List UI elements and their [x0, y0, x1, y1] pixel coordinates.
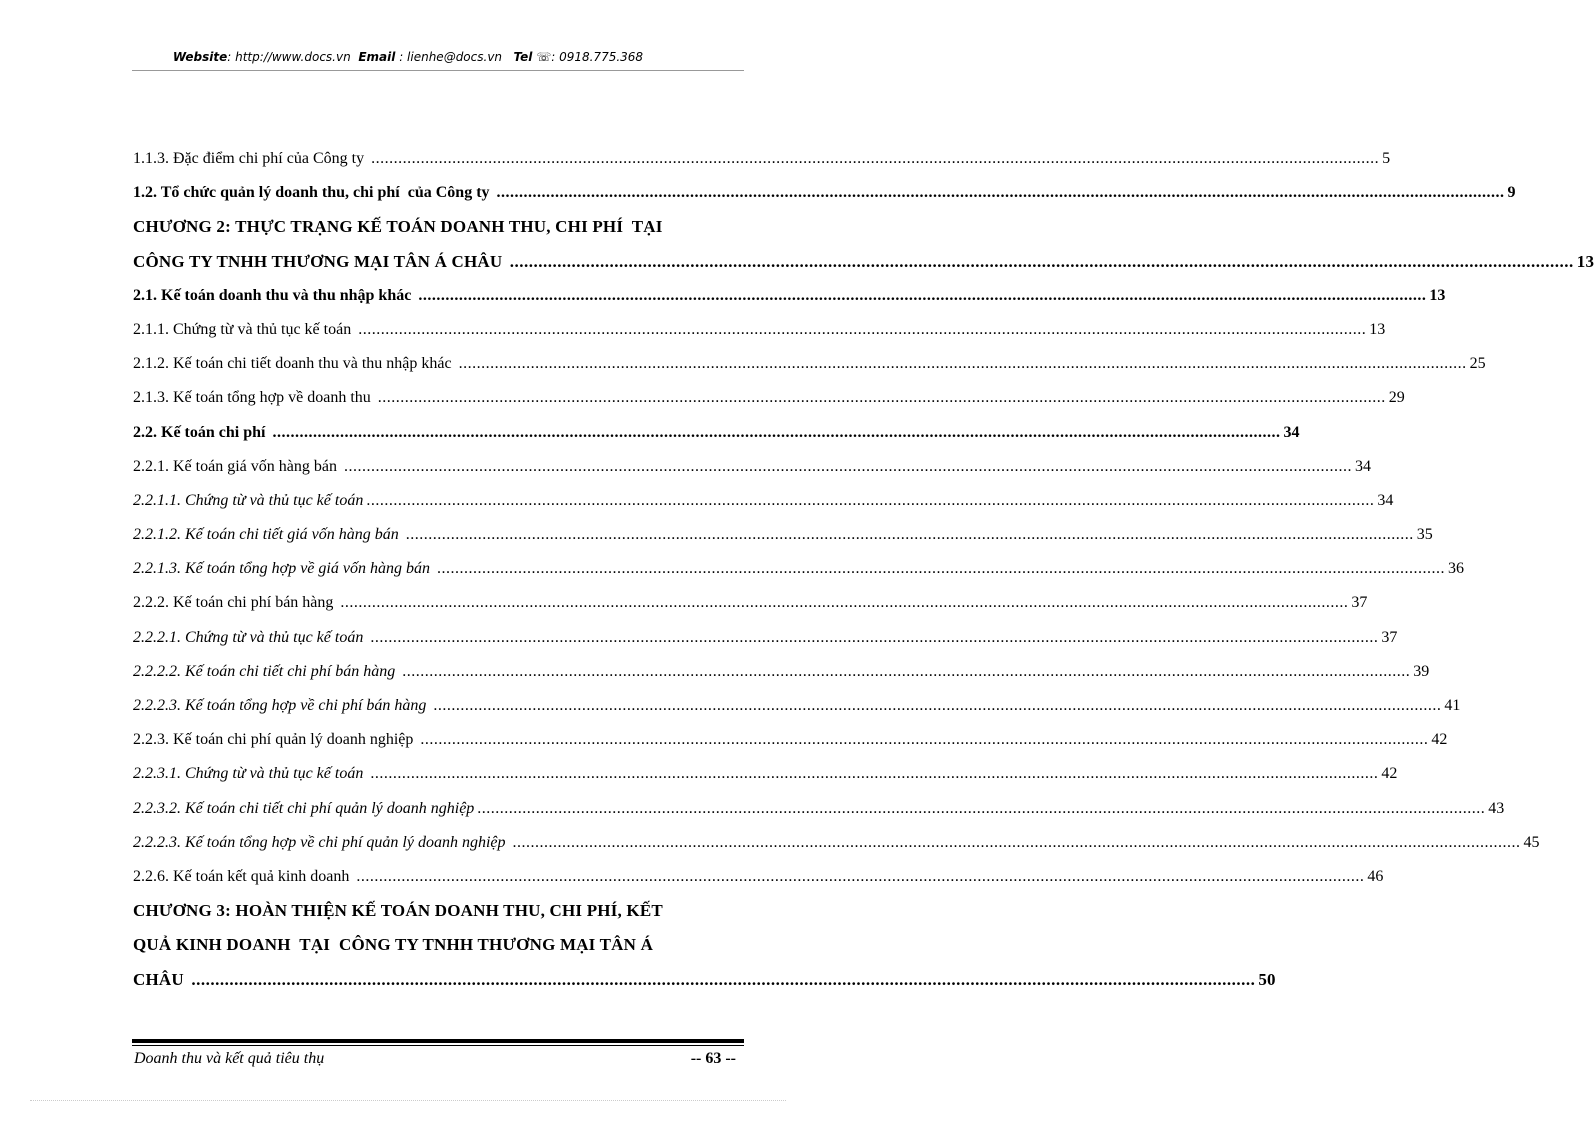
dot-leader: ................................................................................................................................................................................................................................: [433, 697, 1442, 714]
page-number: 35: [1416, 526, 1433, 544]
toc-entry: 2.2.2. Kế toán chi phí bán hàng ................................................................................................................................................................................................................................ 37: [133, 586, 695, 620]
dot-leader: ................................................................................................................................................................................................................................: [358, 320, 1367, 338]
toc-entry: 2.2.2.3. Kế toán tổng hợp về chi phí bán hàng ................................................................................................................................................................................................................................ 41: [133, 689, 695, 723]
toc-entry: 2.1. Kế toán doanh thu và thu nhập khác ................................................................................................................................................................................................................................ 13: [133, 279, 695, 313]
page-number: 34: [1283, 423, 1300, 441]
page-number: 37: [1381, 628, 1398, 646]
footer-title: Doanh thu và kết quả tiêu thụ: [134, 1050, 325, 1067]
page-number: 42: [1431, 731, 1448, 749]
website-label: Website: [172, 50, 228, 64]
dot-leader: ................................................................................................................................................................................................................................: [418, 286, 1427, 304]
toc-entry: 2.2.1.1. Chứng từ và thủ tục kế toán ................................................................................................................................................................................................................................ 34: [133, 484, 695, 518]
page-number: 5: [1382, 150, 1391, 167]
toc-entry: 2.2.1. Kế toán giá vốn hàng bán ................................................................................................................................................................................................................................ 34: [133, 450, 695, 484]
dot-leader: ................................................................................................................................................................................................................................: [496, 184, 1505, 202]
page-number: 45: [1523, 833, 1540, 851]
page-number: 29: [1388, 389, 1405, 407]
page-number: 9: [1507, 184, 1516, 202]
page-number: 25: [1469, 355, 1486, 373]
page-bottom-border: [30, 1100, 786, 1101]
dot-leader: ................................................................................................................................................................................................................................: [371, 150, 1380, 167]
dot-leader: ................................................................................................................................................................................................................................: [405, 526, 1414, 544]
toc-entry: 2.2.2.1. Chứng từ và thủ tục kế toán ................................................................................................................................................................................................................................ 37: [133, 621, 695, 655]
header-divider: [132, 70, 744, 71]
toc-entry: 2.2. Kế toán chi phí ................................................................................................................................................................................................................................ 34: [133, 416, 695, 450]
toc-chapter-heading: CHÂU ................................................................................................................................................................................................................................ 50: [133, 963, 695, 997]
dot-leader: ................................................................................................................................................................................................................................: [377, 389, 1386, 407]
toc-entry: 2.1.3. Kế toán tổng hợp về doanh thu ................................................................................................................................................................................................................................ 29: [133, 381, 695, 415]
tel-number: : 0918.775.368: [551, 50, 644, 64]
toc-entry: 2.2.1.3. Kế toán tổng hợp về giá vốn hàng bán ................................................................................................................................................................................................................................ 36: [133, 552, 695, 586]
dot-leader: ................................................................................................................................................................................................................................: [356, 867, 1365, 885]
dot-leader: ................................................................................................................................................................................................................................: [420, 731, 1429, 749]
page-number: 41: [1444, 697, 1461, 714]
dot-leader: ................................................................................................................................................................................................................................: [191, 969, 1256, 989]
page-number: 39: [1413, 662, 1430, 680]
email-label: Email: [358, 50, 396, 64]
toc-chapter-heading: CÔNG TY TNHH THƯƠNG MẠI TÂN Á CHÂU ................................................................................................................................................................................................................................ 13: [133, 245, 695, 279]
page-number: 34: [1377, 491, 1394, 509]
footer-divider-thick: [132, 1039, 744, 1043]
phone-icon: ☏: [536, 50, 552, 64]
footer-page-number: -- 63 --: [690, 1050, 736, 1067]
page-header: [0, 50, 816, 64]
page-number: 37: [1351, 594, 1368, 612]
toc-entry: 2.2.3.1. Chứng từ và thủ tục kế toán ................................................................................................................................................................................................................................ 42: [133, 757, 695, 791]
toc-chapter-heading: CHƯƠNG 3: HOÀN THIỆN KẾ TOÁN DOANH THU, CHI PHÍ, KẾT: [133, 901, 663, 921]
dot-leader: ................................................................................................................................................................................................................................: [436, 560, 1445, 578]
toc-entry: 2.2.2.3. Kế toán tổng hợp về chi phí quản lý doanh nghiệp ................................................................................................................................................................................................................................ 45: [133, 826, 695, 860]
toc-chapter-heading: CHƯƠNG 2: THỰC TRẠNG KẾ TOÁN DOANH THU, CHI PHÍ TẠI: [133, 217, 663, 237]
toc-entry: 1.1.3. Đặc điểm chi phí của Công ty ................................................................................................................................................................................................................................ 5: [133, 142, 695, 176]
table-of-contents: [133, 142, 1594, 997]
website-url[interactable]: : http://www.docs.vn: [227, 50, 351, 64]
toc-chapter-heading: QUẢ KINH DOANH TẠI CÔNG TY TNHH THƯƠNG MẠI TÂN Á: [133, 935, 654, 955]
page-number: 13: [1369, 320, 1386, 338]
toc-entry: 2.1.2. Kế toán chi tiết doanh thu và thu nhập khác ................................................................................................................................................................................................................................ 25: [133, 347, 695, 381]
dot-leader: ................................................................................................................................................................................................................................: [370, 765, 1379, 783]
toc-entry: 2.2.3. Kế toán chi phí quản lý doanh nghiệp ................................................................................................................................................................................................................................ 42: [133, 723, 695, 757]
toc-entry: 2.2.2.2. Kế toán chi tiết chi phí bán hàng ................................................................................................................................................................................................................................ 39: [133, 655, 695, 689]
dot-leader: ................................................................................................................................................................................................................................: [272, 423, 1281, 441]
page-number: 46: [1367, 867, 1384, 885]
dot-leader: ................................................................................................................................................................................................................................: [366, 491, 1375, 509]
dot-leader: ................................................................................................................................................................................................................................: [343, 457, 1352, 475]
toc-entry: 2.2.1.2. Kế toán chi tiết giá vốn hàng bán ................................................................................................................................................................................................................................ 35: [133, 518, 695, 552]
toc-entry: 2.2.3.2. Kế toán chi tiết chi phí quản lý doanh nghiệp ................................................................................................................................................................................................................................ 43: [133, 792, 695, 826]
dot-leader: ................................................................................................................................................................................................................................: [477, 799, 1486, 817]
page-number: 36: [1447, 560, 1464, 578]
dot-leader: ................................................................................................................................................................................................................................: [370, 628, 1379, 646]
footer-divider-thin: [132, 1045, 744, 1046]
page-number: 13: [1576, 251, 1594, 271]
dot-leader: ................................................................................................................................................................................................................................: [402, 662, 1411, 680]
page-number: 43: [1488, 799, 1505, 817]
email-address[interactable]: : lienhe@docs.vn: [395, 50, 503, 64]
dot-leader: ................................................................................................................................................................................................................................: [458, 355, 1467, 373]
tel-label: Tel: [513, 50, 533, 64]
toc-entry: 1.2. Tổ chức quản lý doanh thu, chi phí của Công ty ................................................................................................................................................................................................................................ 9: [133, 176, 695, 210]
page-number: 42: [1381, 765, 1398, 783]
dot-leader: ................................................................................................................................................................................................................................: [512, 833, 1521, 851]
page-number: 34: [1354, 457, 1371, 475]
page-number: 50: [1258, 969, 1276, 989]
dot-leader: ................................................................................................................................................................................................................................: [340, 594, 1349, 612]
dot-leader: ................................................................................................................................................................................................................................: [509, 251, 1574, 271]
toc-entry: 2.1.1. Chứng từ và thủ tục kế toán ................................................................................................................................................................................................................................ 13: [133, 313, 695, 347]
page-number: 13: [1429, 286, 1446, 304]
toc-entry: 2.2.6. Kế toán kết quả kinh doanh ................................................................................................................................................................................................................................ 46: [133, 860, 695, 894]
